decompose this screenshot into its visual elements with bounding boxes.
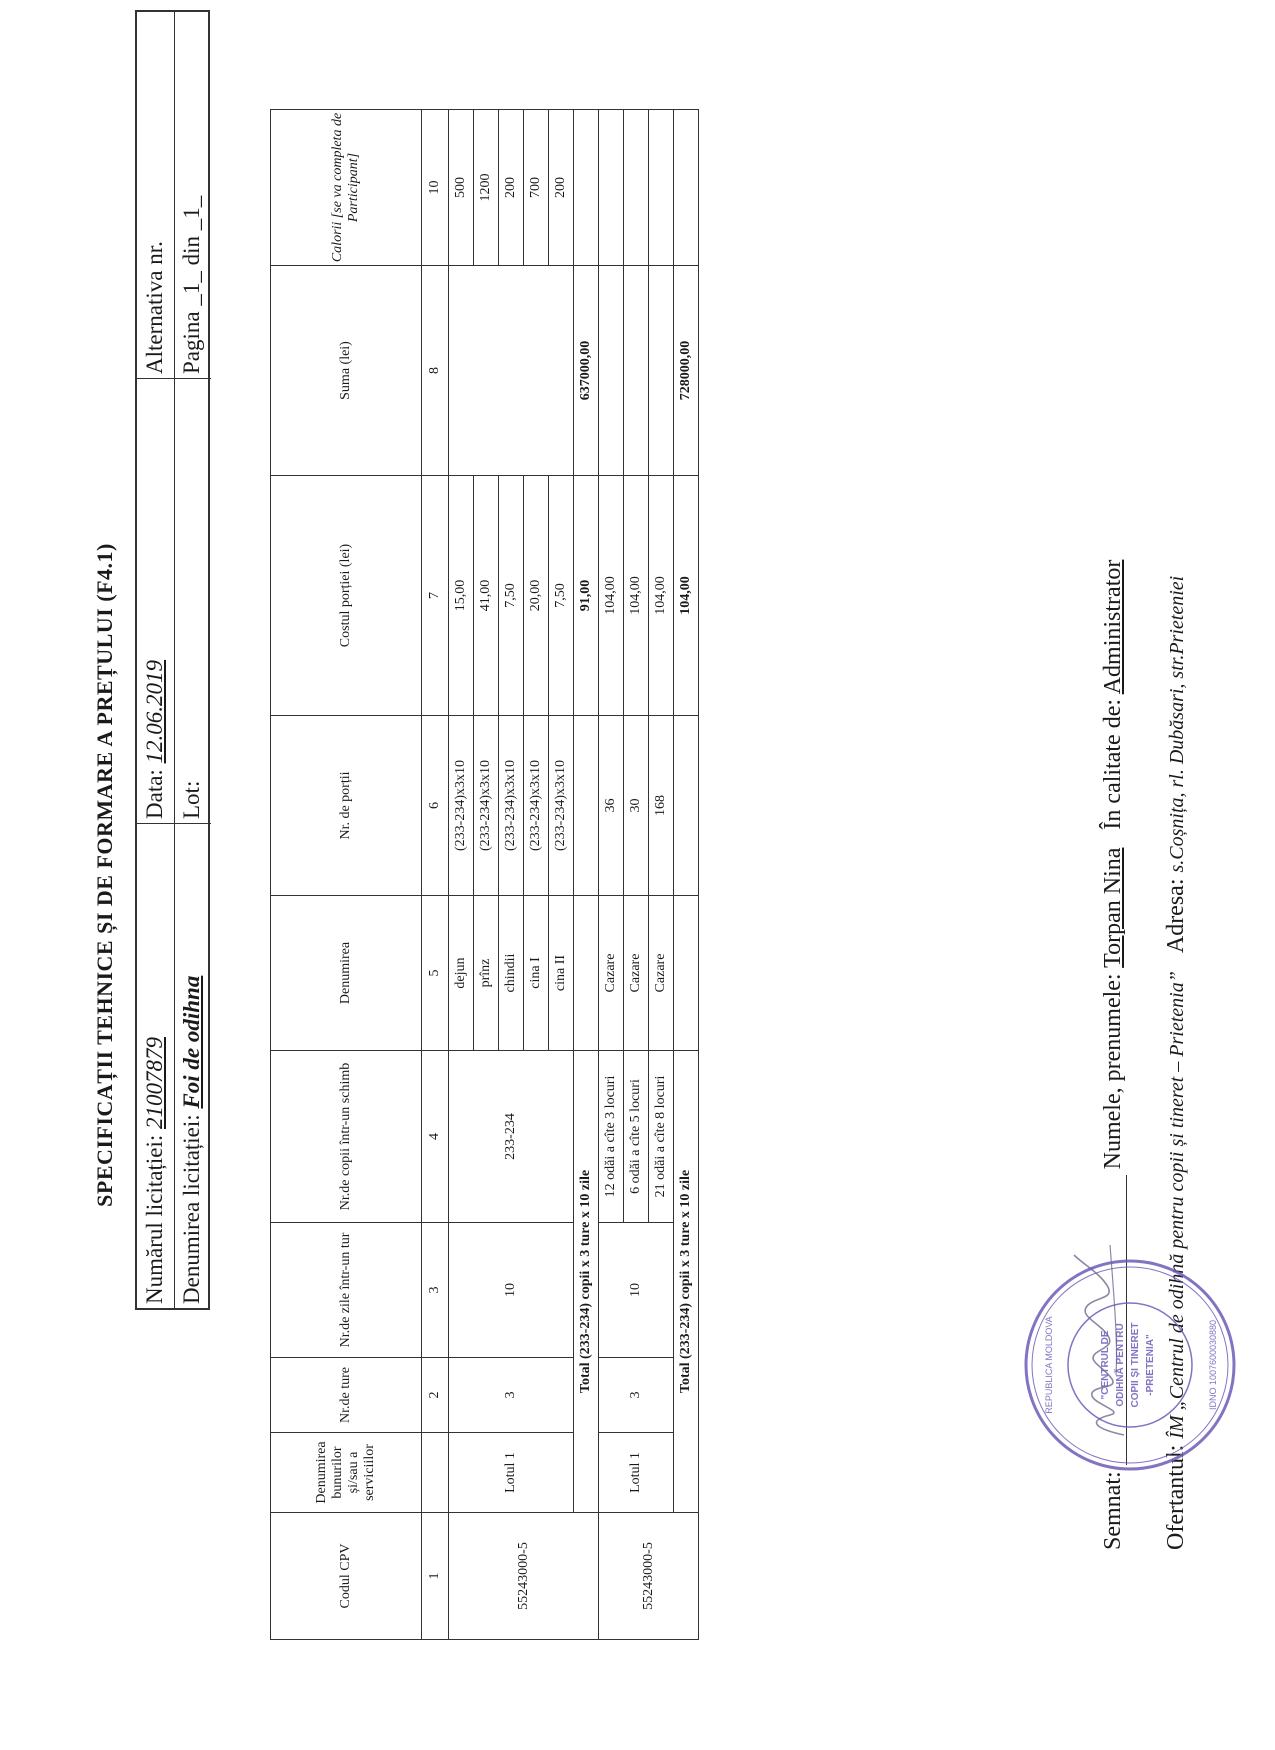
calories: 200: [549, 110, 574, 266]
column-number: 6: [422, 716, 449, 896]
places: 168: [649, 716, 674, 896]
portions: (233-234)x3x10: [549, 716, 574, 896]
table-row: [449, 110, 474, 1640]
turns: 3: [449, 1358, 574, 1433]
portion-cost: 7,50: [499, 476, 524, 716]
tender-name-value: Foi de odihna: [179, 975, 204, 1109]
stamp-text-line: ODIHNĂ PENTRU: [1115, 1323, 1126, 1407]
total-cost: 104,00: [674, 476, 699, 716]
calories: 200: [499, 110, 524, 266]
days: 10: [599, 1223, 674, 1358]
column-number: 4: [422, 1051, 449, 1223]
tender-date-value: 12.06.2019: [142, 659, 167, 764]
table-header-row: [271, 110, 422, 1640]
stamp-outer-text: REPUBLICA MOLDOVA: [1044, 1316, 1054, 1414]
stamp-text-line: -PRIETENIA": [1145, 1334, 1156, 1396]
tender-number-value: 21007879: [142, 1036, 167, 1129]
portions: (233-234)x3x10: [524, 716, 549, 896]
tender-date: Data: 12.06.2019: [137, 378, 174, 823]
tender-name: Denumirea licitației: Foi de odihna: [174, 823, 211, 1308]
column-number: 5: [422, 896, 449, 1051]
service-name: Cazare: [624, 896, 649, 1051]
place-cost: 104,00: [649, 476, 674, 716]
column-number: 2: [422, 1358, 449, 1433]
specification-table: [270, 109, 699, 1640]
column-header: Suma (lei): [271, 266, 422, 476]
column-header: Costul porției (lei): [271, 476, 422, 716]
calories: 700: [524, 110, 549, 266]
column-number: 8: [422, 266, 449, 476]
stamp-idno: IDNO 1007600030880: [1208, 1319, 1218, 1411]
column-header: Nr.de copii într-un schimb: [271, 1051, 422, 1223]
lot-label: Lot:: [174, 378, 211, 823]
column-header: Codul CPV: [271, 1513, 422, 1640]
portions: (233-234)x3x10: [449, 716, 474, 896]
rooms: 6 odăi a cîte 5 locuri: [624, 1051, 649, 1223]
column-header: Denumirea bunurilor și/sau a serviciilor: [271, 1433, 422, 1513]
header-box: [135, 10, 210, 1310]
total-sum: 728000,00: [674, 266, 699, 476]
calories: 500: [449, 110, 474, 266]
lot-name: Lotul 1: [599, 1433, 674, 1513]
total-row: [574, 110, 599, 1640]
signer-role: Administrator: [1100, 559, 1126, 695]
meal-name: chindii: [499, 896, 524, 1051]
column-number: [422, 1433, 449, 1513]
rooms: 21 odăi a cîte 8 locuri: [649, 1051, 674, 1223]
total-row: [674, 110, 699, 1640]
days: 10: [449, 1223, 574, 1358]
bidder-address: s.Coșnița, rl. Dubăsari, str.Prieteniei: [1166, 575, 1188, 873]
alternative-number: Alternativa nr.: [142, 241, 167, 374]
cpv-code: 55243000-5: [449, 1513, 599, 1640]
bidder-name: ÎM „Centrul de odihnă pentru copii și tineret – Prietenia”: [1166, 971, 1188, 1439]
column-number: 7: [422, 476, 449, 716]
column-header: Nr.de zile într-un tur: [271, 1223, 422, 1358]
sum: [449, 266, 574, 476]
column-header: Nr. de porții: [271, 716, 422, 896]
total-label: Total (233-234) copii x 3 ture x 10 zile: [674, 1051, 699, 1513]
total-label: Total (233-234) copii x 3 ture x 10 zile: [574, 1051, 599, 1513]
children-count: 233-234: [449, 1051, 574, 1223]
bidder-line: Ofertantul: ÎM „Centrul de odihnă pentru copii și tineret – Prietenia” Adresa: s.Coșnița, rl. Dubăsari, str.Prieteniei: [1163, 575, 1189, 1550]
calories: 1200: [474, 110, 499, 266]
column-header: Denumirea: [271, 896, 422, 1051]
lot-name: Lotul 1: [449, 1433, 574, 1513]
signer-name: Torpan Nina: [1100, 847, 1126, 968]
total-sum: 637000,00: [574, 266, 599, 476]
place-cost: 104,00: [624, 476, 649, 716]
page-number: Pagina _1_ din _1_: [179, 195, 204, 374]
column-number: 1: [422, 1513, 449, 1640]
portion-cost: 15,00: [449, 476, 474, 716]
cpv-code: 55243000-5: [599, 1513, 699, 1640]
meal-name: prînz: [474, 896, 499, 1051]
bidder-label: Ofertantul:: [1163, 1438, 1189, 1550]
table-row: [599, 110, 624, 1640]
portion-cost: 41,00: [474, 476, 499, 716]
official-stamp: [1020, 1255, 1240, 1475]
service-name: Cazare: [649, 896, 674, 1051]
document-title: SPECIFICAȚII TEHNICE ȘI DE FORMARE A PREȚULUI (F4.1): [92, 543, 117, 1207]
rooms: 12 odăi a cîte 3 locuri: [599, 1051, 624, 1223]
places: 36: [599, 716, 624, 896]
stamp-text-line: COPII ȘI TINERET: [1130, 1322, 1141, 1408]
service-name: Cazare: [599, 896, 624, 1051]
signed-label: Semnat:: [1100, 1471, 1126, 1550]
meal-name: cina II: [549, 896, 574, 1051]
meal-name: dejun: [449, 896, 474, 1051]
places: 30: [624, 716, 649, 896]
portion-cost: 7,50: [549, 476, 574, 716]
portion-cost: 20,00: [524, 476, 549, 716]
signature-line: Semnat: Numele, prenumele: Torpan Nina În calitate de: Administrator: [1100, 560, 1127, 1550]
portions: (233-234)x3x10: [499, 716, 524, 896]
total-cost: 91,00: [574, 476, 599, 716]
portions: (233-234)x3x10: [474, 716, 499, 896]
tender-number: Numărul licitației: 21007879: [137, 823, 174, 1308]
stamp-text-line: "CENTRUL DE: [1100, 1330, 1111, 1400]
column-header: Nr.de ture: [271, 1358, 422, 1433]
column-number: 3: [422, 1223, 449, 1358]
column-header: Calorii [se va completa de Participant]: [271, 110, 422, 266]
column-number-row: [422, 110, 449, 1640]
meal-name: cina I: [524, 896, 549, 1051]
column-number: 10: [422, 110, 449, 266]
place-cost: 104,00: [599, 476, 624, 716]
turns: 3: [599, 1358, 674, 1433]
